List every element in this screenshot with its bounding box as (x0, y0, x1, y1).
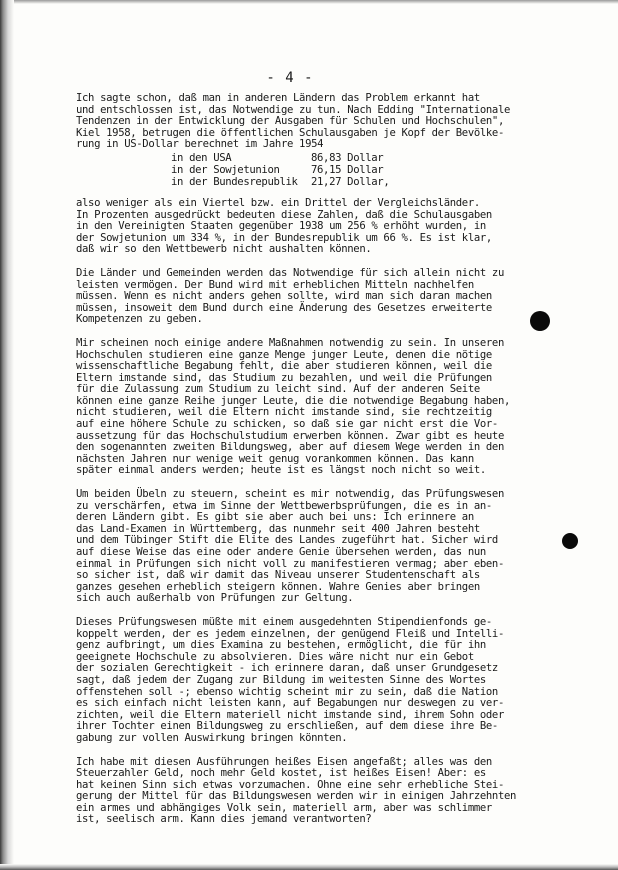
document-body (76, 93, 596, 838)
text-line: Ich habe mit diesen Ausführungen heißes Eisen angefaßt; alles was den (76, 755, 492, 768)
text-line: offenstehen soll -; ebenso wichtig scheint mir zu sein, daß die Nation (76, 685, 498, 698)
text-line: ihrer Tochter einen Bildungsweg zu erschließen, auf dem diese ihre Be- (76, 720, 498, 733)
text-line: Kiel 1958, betrugen die öffentlichen Schulausgaben je Kopf der Bevölke- (76, 126, 504, 139)
value-cell: 76,15 Dollar (311, 163, 384, 176)
text-line: in den Vereinigten Staaten gegenüber 1938 um 256 % erhöht wurden, in (76, 220, 486, 233)
text-line: ist, seelisch arm. Kann dies jemand verantworten? (76, 813, 372, 826)
text-line: Tendenzen in der Entwicklung der Ausgaben für Schulen und Hochschulen", (76, 115, 504, 128)
text-line: genz aufbringt, um dies Examina zu bestehen, ermöglicht, die für ihn (76, 639, 486, 652)
text-line: auf eine höhere Schule zu schicken, so daß sie gar nicht erst die Vor- (76, 418, 498, 431)
text-line: gabung zur vollen Auswirkung bringen könnten. (76, 731, 348, 744)
text-line: Um beiden Übeln zu steuern, scheint es mir notwendig, das Prüfungswesen (76, 488, 504, 501)
text-line: Steuerzahler Geld, noch mehr Geld kostet, ist heißes Eisen! Aber: es (76, 767, 486, 780)
text-line: Mir scheinen noch einige andere Maßnahmen notwendig zu sein. In unseren (76, 336, 504, 349)
paragraph-3 (76, 268, 596, 326)
expenditure-table (171, 152, 596, 188)
text-line: und entschlossen ist, das Notwendige zu tun. Nach Edding "Internationale (76, 103, 511, 116)
paragraph-1 (76, 93, 596, 151)
country-cell: in der Bundesrepublik (171, 175, 298, 188)
table-row (171, 164, 596, 176)
text-line: und dem Tübinger Stift die Elite des Landes zugeführt hat. Sicher wird (76, 534, 498, 547)
text-line: können eine ganze Reihe junger Leute, die die notwendige Begabung haben, (76, 394, 511, 407)
text-line: für die Zulassung zum Studium zu leicht sind. Auf der anderen Seite (76, 383, 480, 396)
text-line: der sozialen Gerechtigkeit - ich erinnere daran, daß unser Grundgesetz (76, 662, 498, 675)
text-line: nicht studieren, weil die Eltern nicht imstande sind, sie rechtzeitig (76, 406, 492, 419)
text-line: leisten vermögen. Der Bund wird mit erheblichen Mitteln nachhelfen (76, 278, 474, 291)
punch-hole (530, 311, 550, 331)
text-line: Hochschulen studieren eine ganze Menge junger Leute, denen die nötige (76, 348, 492, 361)
text-line: müssen, insoweit dem Bund durch eine Änderung des Gesetzes erweiterte (76, 301, 492, 314)
text-line: geeignete Hochschule zu absolvieren. Dies wäre nicht nur ein Gebot (76, 650, 474, 663)
table-row (171, 176, 596, 188)
text-line: zichten, weil die Eltern materiell nicht imstande sind, ihrem Sohn oder (76, 708, 504, 721)
text-line: wissenschaftliche Begabung fehlt, die aber studieren können, weil die (76, 360, 492, 373)
text-line: müssen. Wenn es nicht anders gehen sollte, wird man sich daran machen (76, 290, 492, 303)
country-cell: in den USA (171, 151, 232, 164)
text-line: nächsten Jahren nur wenige weit genug vorankommen können. Das kann (76, 452, 474, 465)
text-line: Ich sagte schon, daß man in anderen Ländern das Problem erkannt hat (76, 92, 480, 104)
text-line: es sich einfach nicht leisten kann, auf Begabungen nur deswegen zu ver- (76, 697, 504, 710)
text-line: Die Länder und Gemeinden werden das Notwendige für sich allein nicht zu (76, 266, 504, 279)
text-line: gerung der Mittel für das Bildungswesen werden wir in einigen Jahrzehnten (76, 790, 517, 803)
text-line: sagt, daß jedem der Zugang zur Bildung im weitesten Sinne des Wortes (76, 673, 486, 686)
text-line: sich auch außerhalb von Prüfungen zur Geltung. (76, 592, 354, 605)
text-line: den sogenannten zweiten Bildungsweg, aber auf diesem Wege werden in den (76, 441, 504, 454)
text-line: später einmal anders werden; heute ist es längst noch nicht so weit. (76, 464, 486, 477)
scan-edge-left (0, 0, 14, 870)
paragraph-7 (76, 757, 596, 827)
text-line: das Land-Examen in Württemberg, das nunmehr seit 400 Jahren besteht (76, 522, 480, 535)
text-line: zu verschärfen, etwa im Sinne der Wettbewerbsprüfungen, die es in an- (76, 499, 492, 512)
text-line: einmal in Prüfungen sich nicht voll zu manifestieren vermag; aber eben- (76, 557, 504, 570)
paragraph-5 (76, 489, 596, 605)
scan-edge-bottom (0, 864, 618, 870)
text-line: hat keinen Sinn sich etwas vorzumachen. Ohne eine sehr erhebliche Stei- (76, 778, 504, 791)
text-line: ganzes gesehen erheblich steigern können. Wahre Genies aber bringen (76, 580, 480, 593)
paragraph-4 (76, 338, 596, 477)
table-row (171, 152, 596, 164)
value-cell: 86,83 Dollar (311, 151, 384, 164)
paragraph-2 (76, 198, 596, 256)
text-line: rung in US-Dollar berechnet im Jahre 1954 (76, 138, 324, 151)
text-line: daß wir so den Wettbewerb nicht aushalten können. (76, 243, 372, 256)
text-line: koppelt werden, der es jedem einzelnen, der genügend Fleiß und Intelli- (76, 627, 504, 640)
paragraph-6 (76, 617, 596, 745)
text-line: auf diese Weise das eine oder andere Genie übersehen werden, das nun (76, 546, 486, 558)
text-line: ein armes und abhängiges Volk sein, materiell arm, aber was schlimmer (76, 801, 492, 814)
text-line: Dieses Prüfungswesen müßte mit einem ausgedehnten Stipendienfonds ge- (76, 615, 492, 628)
text-line: In Prozenten ausgedrückt bedeuten diese Zahlen, daß die Schulausgaben (76, 208, 492, 221)
country-cell: in der Sowjetunion (171, 163, 280, 176)
text-line: deren Ländern gibt. Es gibt sie aber auch bei uns: Ich erinnere an (76, 511, 474, 524)
value-cell: 21,27 Dollar, (311, 175, 390, 188)
text-line: so sicher ist, daß wir damit das Niveau unserer Studentenschaft als (76, 569, 480, 582)
text-line: aussetzung für das Hochschulstudium erwerben können. Zwar gibt es heute (76, 429, 504, 442)
scan-edge-top (0, 0, 618, 4)
text-line: also weniger als ein Viertel bzw. ein Drittel der Vergleichsländer. (76, 196, 480, 209)
text-line: Kompetenzen zu geben. (76, 313, 203, 326)
punch-hole (562, 533, 578, 549)
page-number: - 4 - (266, 70, 314, 86)
text-line: der Sowjetunion um 334 %, in der Bundesrepublik um 66 %. Es ist klar, (76, 231, 492, 244)
text-line: Eltern imstande sind, das Studium zu bezahlen, und weil die Prüfungen (76, 371, 492, 384)
